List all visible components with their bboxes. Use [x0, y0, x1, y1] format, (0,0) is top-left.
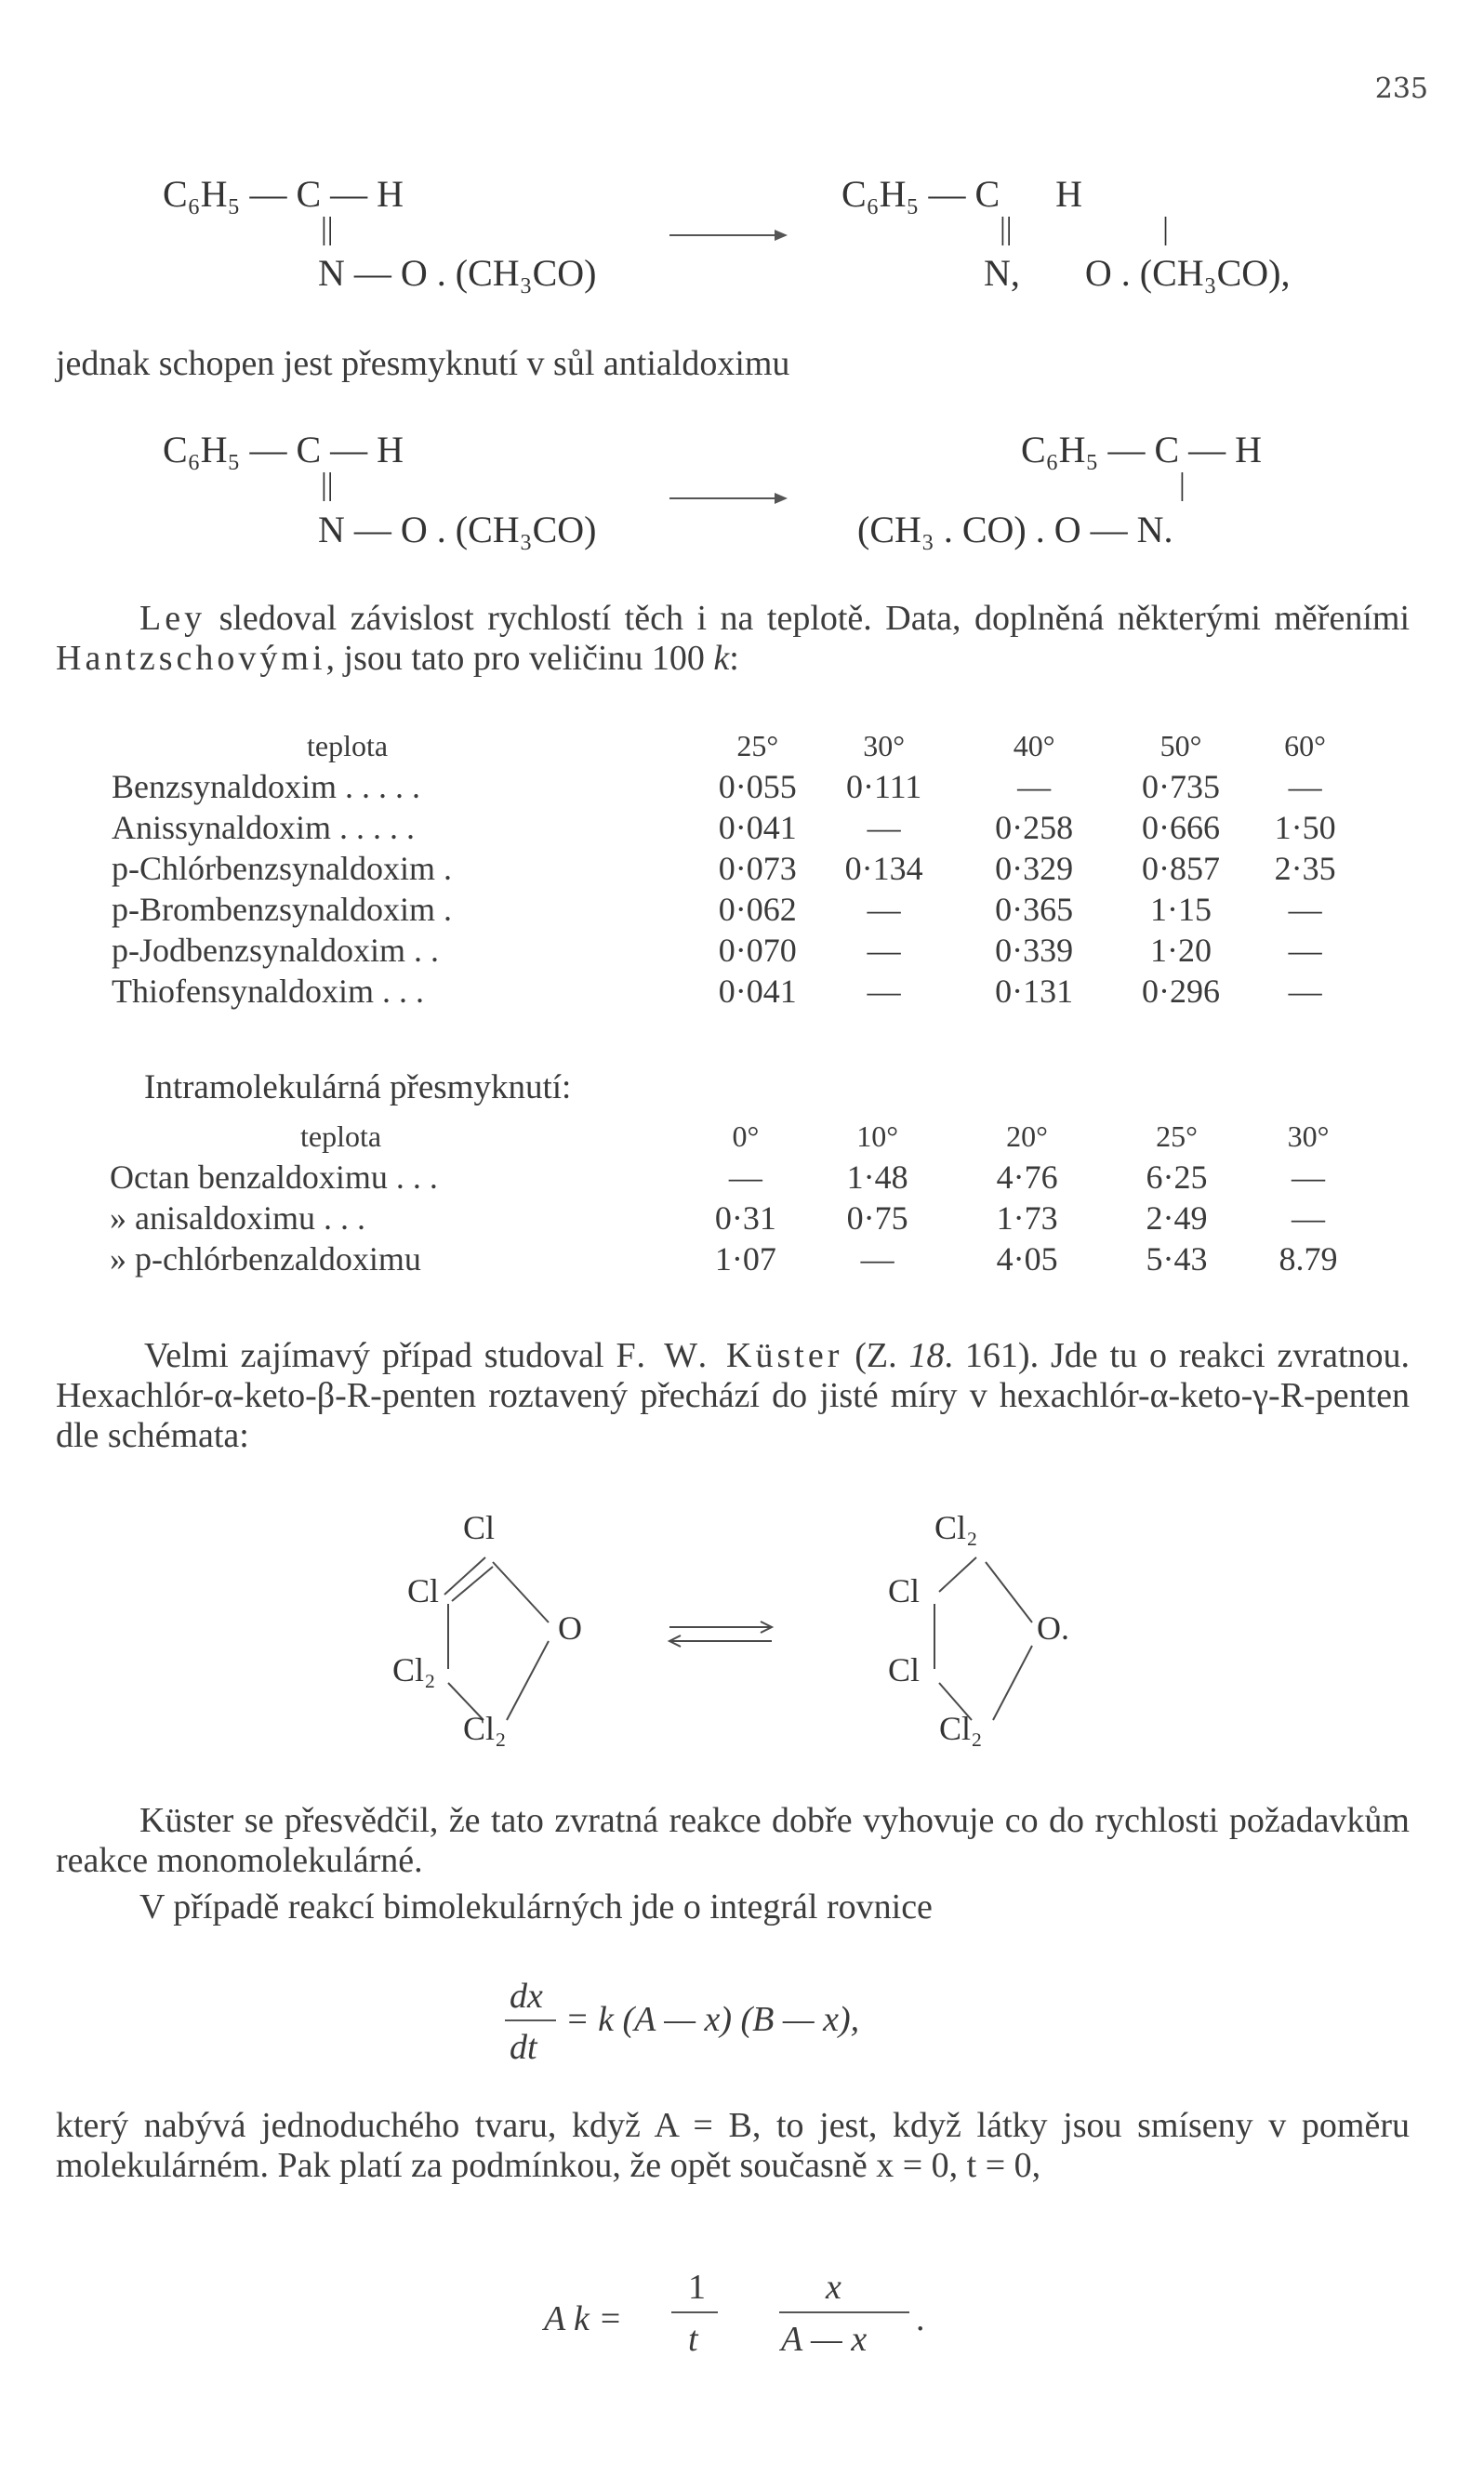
rate-value-cell: 6·25: [1146, 1159, 1208, 1196]
rate-value-cell: 8.79: [1279, 1240, 1338, 1278]
table-header-cell: 60°: [1284, 728, 1326, 762]
rate-value-cell: 2·35: [1274, 850, 1336, 887]
table-header-cell: teplota: [307, 728, 389, 762]
scheme-right-top: Cl₂: [934, 1509, 978, 1546]
eq2-den1: t: [688, 2320, 698, 2359]
scheme-right-ul: Cl: [888, 1572, 921, 1609]
paragraph-1: jednak schopen jest přesmyknutí v sůl antialdoximu: [56, 344, 790, 383]
rate-value-cell: —: [867, 973, 901, 1010]
rate-value-cell: —: [860, 1240, 894, 1278]
rate-value-cell: 0·134: [844, 850, 923, 887]
rate-value-cell: 1·50: [1274, 809, 1336, 846]
eq1-rhs: = k (A — x) (B — x),: [565, 2000, 860, 2039]
rate-value-cell: 0·339: [995, 932, 1074, 969]
eq2-den2: A — x: [781, 2320, 868, 2359]
table-header-cell: 20°: [1006, 1119, 1048, 1153]
rate-value-cell: 0·365: [995, 891, 1074, 928]
bond-line: [507, 1641, 549, 1720]
scheme-right-ll: Cl: [888, 1651, 921, 1688]
scheme-left-bottom: Cl₂: [463, 1710, 507, 1747]
bond-line: [493, 1562, 549, 1622]
rate-value-cell: —: [867, 932, 901, 969]
compound-name-cell: Anissynaldoxim . . . . .: [112, 809, 416, 846]
rate-value-cell: —: [1288, 932, 1322, 969]
rate-value-cell: 1·15: [1150, 891, 1212, 928]
rate-value-cell: 0·258: [995, 809, 1074, 846]
reaction-1-right-bond: || |: [1000, 212, 1169, 246]
eq1-denominator: dt: [510, 2028, 537, 2067]
compound-name-cell: » p-chlórbenzaldoximu: [110, 1240, 421, 1278]
paragraph-4: Küster se přesvědčil, že tato zvratná reakce dobře vyhovuje co do rychlosti požadavkům reakce monomolekulárné.: [56, 1801, 1410, 1880]
table-header-cell: 10°: [856, 1119, 899, 1153]
table-header-cell: teplota: [300, 1119, 382, 1153]
paragraph-3: Velmi zajímavý případ studoval F. W. Küster (Z. 18. 161). Jde tu o reakci zvratnou. Hexachlór-α-keto-β-R-penten roztavený přechází do jisté míry v hexachlór-α-keto-γ-R-penten dle schémata:: [56, 1336, 1411, 1455]
rate-value-cell: 1·20: [1150, 932, 1212, 969]
fraction-bar: [505, 2019, 556, 2021]
paragraph-2: Ley sledoval závislost rychlostí těch i na teplotě. Data, doplněná některými měřeními Hantzschovými, jsou tato pro veličinu 100 k:: [56, 599, 1410, 678]
compound-name-cell: p-Brombenzsynaldoxim .: [112, 891, 452, 928]
paragraph-6: který nabývá jednoduchého tvaru, když A = B, to jest, když látky jsou smíseny v poměru molekulárném. Pak platí za podmínkou, že opět současně x = 0, t = 0,: [56, 2106, 1410, 2185]
rate-value-cell: 0·041: [718, 809, 797, 846]
rate-value-cell: 1·48: [846, 1159, 908, 1196]
rate-value-cell: 0·062: [718, 891, 797, 928]
rate-value-cell: —: [867, 891, 901, 928]
table-header-cell: 0°: [732, 1119, 760, 1153]
reaction-2-right-line1: C₆H₅ — C — H: [1021, 429, 1263, 470]
reaction-2-left-line1: C₆H₅ — C — H: [163, 429, 404, 470]
scheme-left-ll: Cl₂: [392, 1651, 436, 1688]
compound-name-cell: » anisaldoximu . . .: [110, 1199, 365, 1237]
rate-value-cell: —: [1288, 891, 1322, 928]
table-header-cell: 25°: [1156, 1119, 1198, 1153]
scheme-left-top: Cl: [463, 1509, 496, 1546]
reaction-2-left-bond: ||: [321, 468, 334, 502]
rate-value-cell: 0·666: [1142, 809, 1221, 846]
table-header-cell: 30°: [863, 728, 906, 762]
rate-value-cell: 2·49: [1146, 1199, 1208, 1237]
bond-line: [993, 1646, 1032, 1720]
eq2-num1: 1: [688, 2268, 706, 2307]
rate-value-cell: —: [1291, 1159, 1325, 1196]
rate-value-cell: 0·041: [718, 973, 797, 1010]
bond-line: [986, 1562, 1032, 1622]
scheme-right-bottom: Cl₂: [939, 1710, 983, 1747]
rate-value-cell: 0·75: [846, 1199, 908, 1237]
rate-value-cell: 0·073: [718, 850, 797, 887]
page-number: 235: [1374, 73, 1428, 105]
compound-name-cell: Octan benzaldoximu . . .: [110, 1159, 438, 1196]
table-header-cell: 40°: [1013, 728, 1055, 762]
paragraph-5: V případě reakcí bimolekulárných jde o integrál rovnice: [139, 1887, 933, 1927]
intramolecular-title: Intramolekulárná přesmyknutí:: [144, 1068, 572, 1106]
table-header-cell: 25°: [736, 728, 779, 762]
eq2-num2: x: [826, 2268, 841, 2307]
bond-line: [452, 1567, 493, 1601]
eq1-numerator: dx: [510, 1977, 543, 2016]
rate-value-cell: 0·31: [714, 1199, 776, 1237]
table-header-cell: 30°: [1287, 1119, 1330, 1153]
rate-value-cell: 5·43: [1146, 1240, 1208, 1278]
rate-value-cell: 0·735: [1142, 768, 1221, 805]
rate-value-cell: 0·055: [718, 768, 797, 805]
rate-value-cell: —: [1288, 768, 1322, 805]
rate-value-cell: 1·73: [996, 1199, 1058, 1237]
rate-value-cell: 0·296: [1142, 973, 1221, 1010]
reaction-1-right-line2: N, O . (CH₃CO),: [984, 252, 1291, 294]
reaction-1-left-line1: C₆H₅ — C — H: [163, 173, 404, 215]
fraction-bar: [779, 2311, 909, 2313]
scheme-left-o: O: [558, 1609, 582, 1647]
compound-name-cell: Benzsynaldoxim . . . . .: [112, 768, 420, 805]
rate-value-cell: —: [728, 1159, 762, 1196]
rate-value-cell: 0·329: [995, 850, 1074, 887]
bond-line: [939, 1557, 976, 1592]
eq2-end: .: [916, 2299, 925, 2338]
scheme-right-o: O.: [1037, 1609, 1069, 1647]
rate-value-cell: 0·111: [845, 768, 922, 805]
rate-value-cell: —: [1017, 768, 1052, 805]
reaction-2-right-bond: |: [1179, 468, 1186, 502]
rate-value-cell: 0·070: [718, 932, 797, 969]
eq2-lhs: A k =: [544, 2299, 623, 2338]
rate-value-cell: 0·131: [995, 973, 1074, 1010]
table-header-cell: 50°: [1159, 728, 1202, 762]
rate-value-cell: 4·76: [996, 1159, 1058, 1196]
rate-value-cell: —: [1291, 1199, 1325, 1237]
rate-value-cell: —: [1288, 973, 1322, 1010]
compound-name-cell: Thiofensynaldoxim . . .: [112, 973, 424, 1010]
reaction-1-right-line1: C₆H₅ — C H: [841, 173, 1083, 215]
reaction-1-left-bond: ||: [321, 212, 334, 246]
fraction-bar: [671, 2311, 718, 2313]
reaction-2-right-line2: (CH₃ . CO) . O — N.: [857, 509, 1173, 550]
rate-value-cell: 1·07: [714, 1240, 776, 1278]
compound-name-cell: p-Jodbenzsynaldoxim . .: [112, 932, 439, 969]
reaction-2-left-line2: N — O . (CH₃CO): [318, 509, 597, 550]
compound-name-cell: p-Chlórbenzsynaldoxim .: [112, 850, 452, 887]
rate-value-cell: —: [867, 809, 901, 846]
rate-value-cell: 0·857: [1142, 850, 1221, 887]
reaction-1-left-line2: N — O . (CH₃CO): [318, 252, 597, 294]
scheme-left-ul: Cl: [407, 1572, 440, 1609]
rate-value-cell: 4·05: [996, 1240, 1058, 1278]
